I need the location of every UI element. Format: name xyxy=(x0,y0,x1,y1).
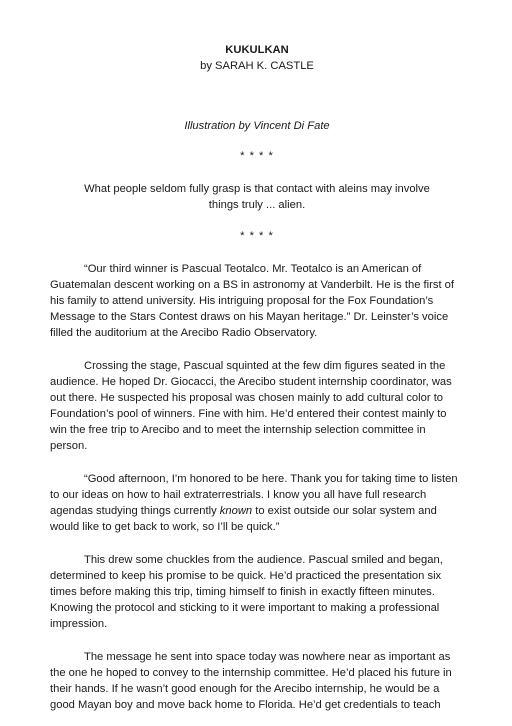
paragraph-4: This drew some chuckles from the audience. Pascual smiled and began, determined to keep his promise to be quick. He’d practiced the presentation six times before making this trip, timing himself to finish in exactly fifteen minutes. Knowing the protocol and sticking to it were important to making a professional impression. xyxy=(50,554,443,630)
story-byline: by SARAH K. CASTLE xyxy=(200,60,314,72)
story-title: KUKULKAN xyxy=(225,44,289,56)
section-separator-bottom: * * * * xyxy=(240,230,274,242)
paragraph-3 xyxy=(50,471,464,535)
paragraph-2: Crossing the stage, Pascual squinted at the few dim figures seated in the audience. He hoped Dr. Giocacci, the Arecibo student internship coordinator, was out there. He suspected his proposal was chosen mainly to add cultural color to Foundation’s pool of winners. Fine with him. He’d entered their contest mainly to win the free trip to Arecibo and to meet the internship selection committee in person. xyxy=(50,360,452,452)
paragraph-3-emphasis: known xyxy=(219,505,253,517)
paragraph-5: The message he sent into space today was nowhere near as important as the one he hoped to convey to the internship committee. He’d placed his future in their hands. If he wasn’t good enough for the Arecibo internship, he would be a good Mayan boy and move back home to Florida. He’d get credentials to teach xyxy=(50,651,452,711)
epigraph: What people seldom fully grasp is that contact with aleins may involve things truly ... alien. xyxy=(84,183,430,211)
illustration-credit: Illustration by Vincent Di Fate xyxy=(184,120,330,132)
paragraph-1: “Our third winner is Pascual Teotalco. Mr. Teotalco is an American of Guatemalan descent working on a BS in astronomy at Vanderbilt. He is the first of his family to attend university. His intriguing proposal for the Fox Foundation’s Message to the Stars Contest draws on his Mayan heritage.” Dr. Leinster’s voice filled the auditorium at the Arecibo Radio Observatory. xyxy=(50,263,454,339)
paragraph-3-before: “Good afternoon, I’m honored to be here. Thank you for taking time to listen to our ideas on how to hail extraterrestrials. I know you all have full research agendas studying things currently xyxy=(50,473,458,517)
section-separator-top: * * * * xyxy=(240,150,274,162)
paragraph-3-after: to exist outside our solar system and would like to get back to work, so I’ll be quick.” xyxy=(50,505,437,533)
